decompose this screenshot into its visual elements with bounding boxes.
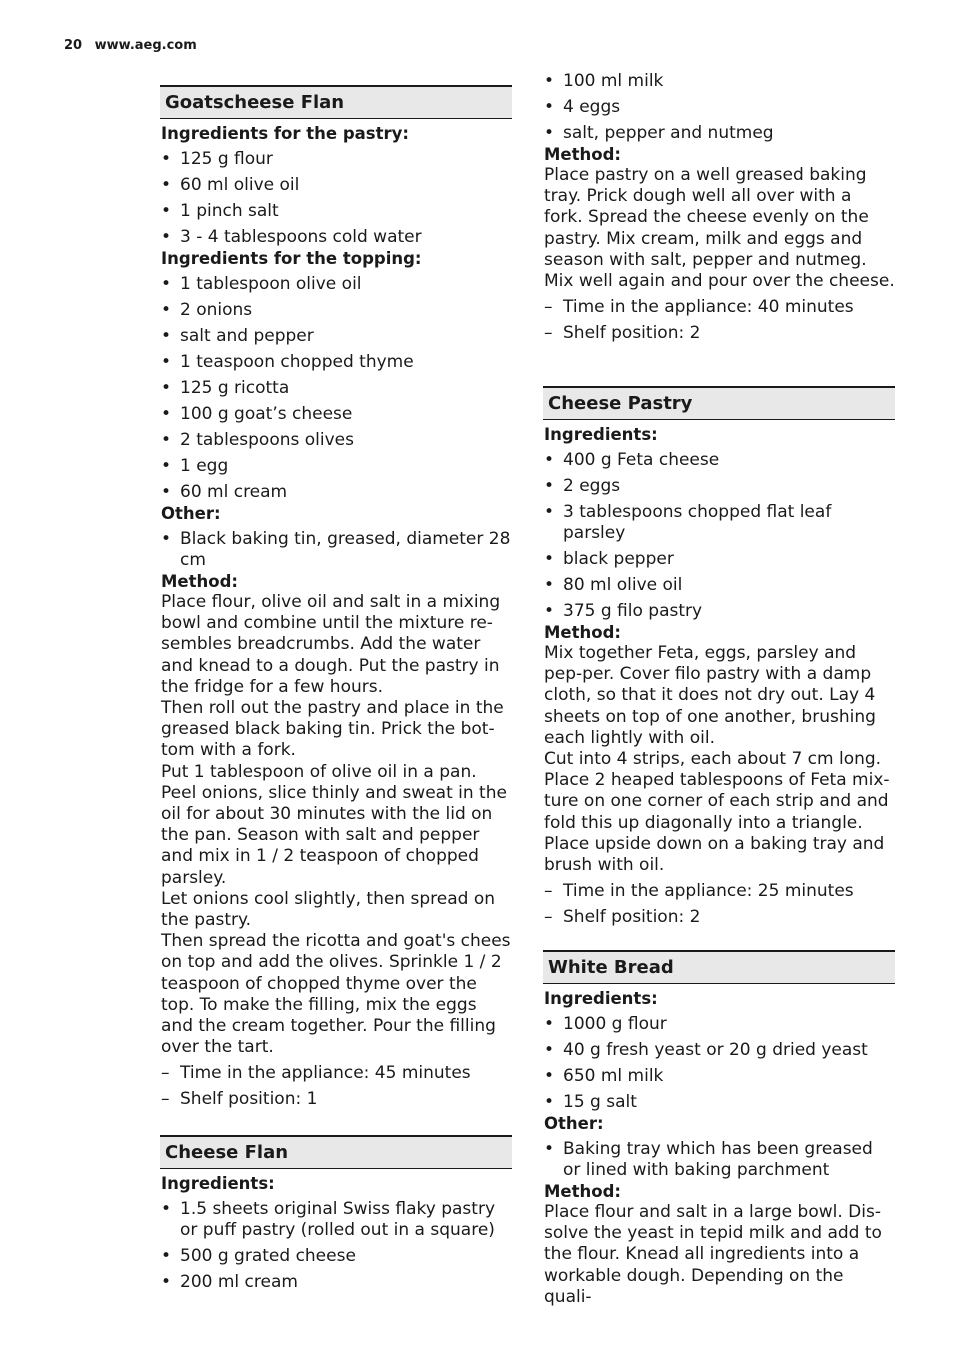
notes-list [544,297,895,344]
cheese-flan-section [161,1135,512,1293]
note-item: – Shelf position: 2 [544,907,895,928]
ingredients-label: Ingredients: [544,989,658,1008]
note-item: – Time in the appliance: 45 minutes [161,1063,512,1084]
ingredients-list [544,450,895,622]
page-number: 20 [64,38,83,53]
list-item: • 4 eggs [544,97,895,118]
method-paragraph: Place flour and salt in a large bowl. Dis-solve the yeast in tepid milk and add to the flour. Knead all ingredients into a workable dough. Depending on the quali- [544,1202,882,1307]
list-item: • Black baking tin, greased, diameter 28 cm [161,529,512,571]
note-item: – Shelf position: 2 [544,323,895,344]
list-item: • 60 ml olive oil [161,175,512,196]
ingredients-list [161,1199,512,1293]
list-item: • 1.5 sheets original Swiss flaky pastry or puff pastry (rolled out in a square) [161,1199,512,1241]
section-title: Cheese Pastry [543,386,895,420]
other-label: Other: [161,504,221,523]
note-item: – Shelf position: 1 [161,1089,512,1110]
list-item: • 80 ml olive oil [544,575,895,596]
list-item: • 100 g goat’s cheese [161,404,512,425]
section-title: Goatscheese Flan [160,85,512,119]
method-paragraph: Put 1 tablespoon of olive oil in a pan. Peel onions, slice thinly and sweat in the oil for about 30 minutes with the lid on the pan. Season with salt and pepper and mix in 1 / 2 teaspoon of chopped parsley. [161,761,507,888]
list-item: • 3 tablespoons chopped flat leaf parsley [544,502,895,544]
ingredients-list [544,1014,895,1113]
list-item: • 500 g grated cheese [161,1246,512,1267]
list-item: • salt and pepper [161,326,512,347]
method-paragraph: Place flour, olive oil and salt in a mixing bowl and combine until the mixture re-sembles breadcrumbs. Add the water and knead to a dough. Put the pastry in the fridge for a few hours. [161,592,501,697]
list-item: • 375 g filo pastry [544,601,895,622]
topping-list [161,274,512,503]
method-paragraph: Cut into 4 strips, each about 7 cm long. Place 2 heaped tablespoons of Feta mix-ture on one corner of each strip and and fold this up diagonally into a triangle. Place upside down on a baking tray and brush with oil. [544,749,890,876]
section-title: Cheese Flan [160,1135,512,1169]
other-list [544,1139,895,1181]
list-item: • 1 teaspoon chopped thyme [161,352,512,373]
method-label: Method: [161,572,238,591]
list-item: • 15 g salt [544,1092,895,1113]
note-item: – Time in the appliance: 25 minutes [544,881,895,902]
white-bread-section [544,950,895,1308]
section-title: White Bread [543,950,895,984]
list-item: • 125 g ricotta [161,378,512,399]
other-list [161,529,512,571]
list-item: • 1 tablespoon olive oil [161,274,512,295]
list-item: • salt, pepper and nutmeg [544,123,895,144]
ingredients-list-continued [544,71,895,144]
method-label: Method: [544,145,621,164]
list-item: • 200 ml cream [161,1272,512,1293]
list-item: • black pepper [544,549,895,570]
page-header [64,38,197,53]
cheese-flan-continued [544,66,895,344]
list-item: • 125 g flour [161,149,512,170]
notes-list [161,1063,512,1110]
list-item: • 2 onions [161,300,512,321]
ingredients-label: Ingredients: [161,1174,275,1193]
method-paragraph: Place pastry on a well greased baking tray. Prick dough well all over with a fork. Spread the cheese evenly on the pastry. Mix cream, milk and eggs and season with salt, pepper and nutmeg. Mix well again and pour over the cheese. [544,165,895,292]
site-url: www.aeg.com [94,38,197,53]
list-item: • 400 g Feta cheese [544,450,895,471]
list-item: • 60 ml cream [161,482,512,503]
method-label: Method: [544,623,621,642]
notes-list [544,881,895,928]
pastry-list [161,149,512,248]
list-item: • 40 g fresh yeast or 20 g dried yeast [544,1040,895,1061]
goatscheese-flan-section [161,85,512,1110]
other-label: Other: [544,1114,604,1133]
cheese-pastry-section [544,386,895,928]
list-item: • 1 egg [161,456,512,477]
list-item: • 2 eggs [544,476,895,497]
list-item: • 650 ml milk [544,1066,895,1087]
list-item: • 3 - 4 tablespoons cold water [161,227,512,248]
topping-label: Ingredients for the topping: [161,249,422,268]
method-label: Method: [544,1182,621,1201]
note-item: – Time in the appliance: 40 minutes [544,297,895,318]
pastry-label: Ingredients for the pastry: [161,124,409,143]
list-item: • 1 pinch salt [161,201,512,222]
list-item: • 100 ml milk [544,71,895,92]
list-item: • Baking tray which has been greased or lined with baking parchment [544,1139,895,1181]
method-paragraph: Then spread the ricotta and goat's chees on top and add the olives. Sprinkle 1 / 2 teaspoon of chopped thyme over the top. To make the filling, mix the eggs and the cream together. Pour the filling over the tart. [161,931,511,1058]
method-paragraph: Then roll out the pastry and place in the greased black baking tin. Prick the bot-tom with a fork. [161,698,504,761]
method-paragraph: Mix together Feta, eggs, parsley and pep-per. Cover filo pastry with a damp cloth, so that it does not dry out. Lay 4 sheets on top of one another, brushing each lightly with oil. [544,643,876,748]
ingredients-label: Ingredients: [544,425,658,444]
list-item: • 1000 g flour [544,1014,895,1035]
list-item: • 2 tablespoons olives [161,430,512,451]
method-paragraph: Let onions cool slightly, then spread on the pastry. [161,888,496,931]
